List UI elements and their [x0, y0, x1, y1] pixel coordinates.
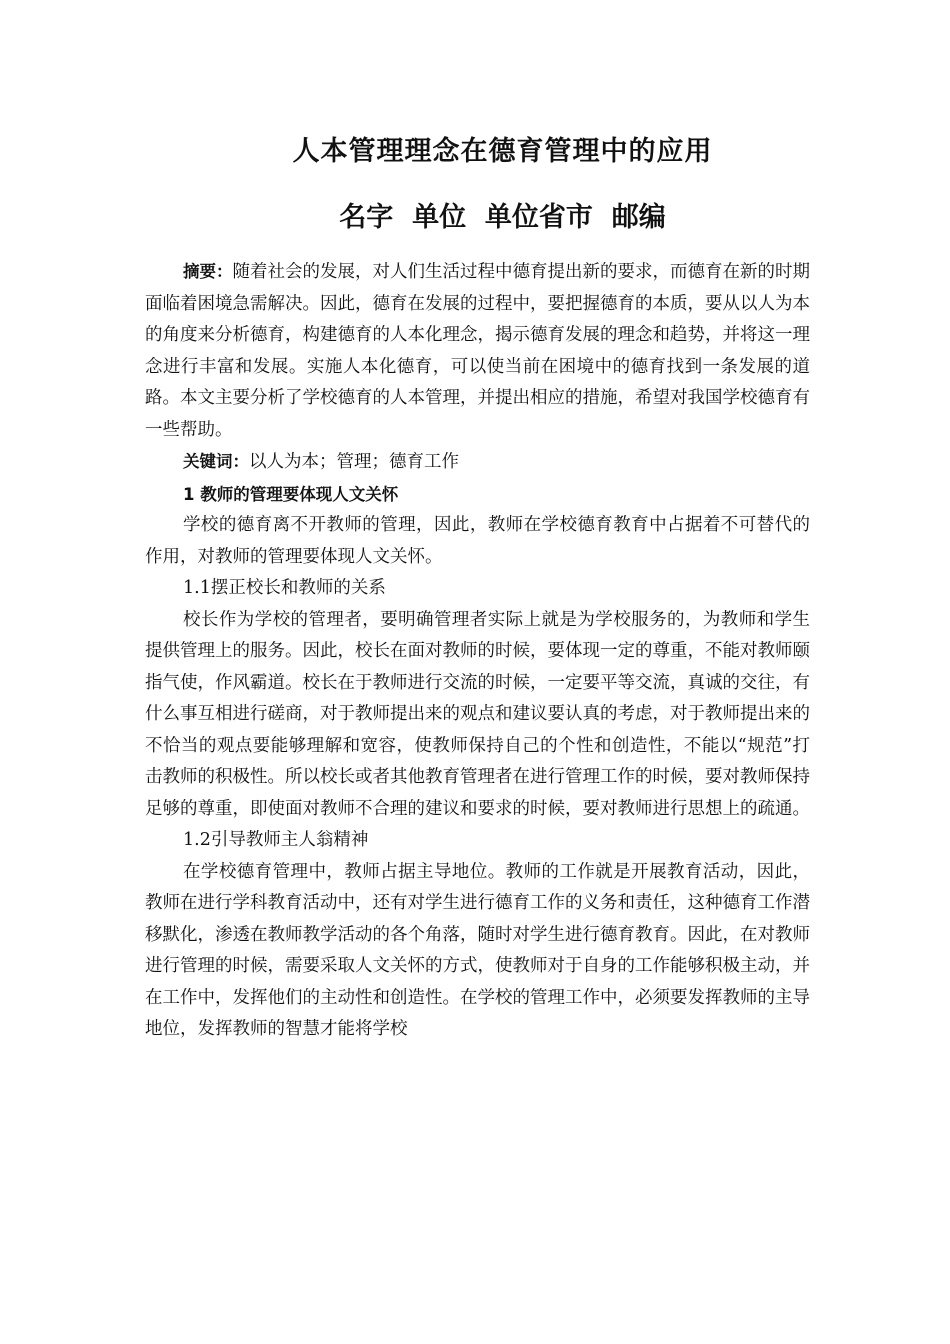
abstract-paragraph — [145, 256, 810, 446]
abstract-label: 摘要： — [183, 262, 233, 281]
section-1-heading: 1 教师的管理要体现人文关怀 — [183, 484, 399, 504]
abstract-text: 随着社会的发展，对人们生活过程中德育提出新的要求，而德育在新的时期面临着困境急需解决。因此，德育在发展的过程中，要把握德育的本质，要从以人为本的角度来分析德育，构建德育的人本化理念，揭示德育发展的理念和趋势，并将这一理念进行丰富和发展。实施人本化德育，可以使当前在困境中的德育找到一条发展的道路。本文主要分析了学校德育的人本管理，并提出相应的措施，希望对我国学校德育有一些帮助。 — [145, 262, 810, 440]
author-byline: 名字 单位 单位省市 邮编 — [339, 202, 666, 233]
document-body — [145, 256, 810, 1046]
section-1-1-heading: 1.1摆正校长和教师的关系 — [183, 578, 386, 598]
section-1-1-paragraph: 校长作为学校的管理者，要明确管理者实际上就是为学校服务的，为教师和学生提供管理上的服务。因此，校长在面对教师的时候，要体现一定的尊重，不能对教师颐指气使，作风霸道。校长在于教师进行交流的时候，一定要平等交流，真诚的交往，有什么事互相进行磋商，对于教师提出来的观点和建议要认真的考虑，对于教师提出来的不恰当的观点要能够理解和宽容，使教师保持自己的个性和创造性，不能以“规范”打击教师的积极性。所以校长或者其他教育管理者在进行管理工作的时候，要对教师保持足够的尊重，即使面对教师不合理的建议和要求的时候，要对教师进行思想上的疏通。 — [145, 609, 810, 819]
section-1-2-paragraph: 在学校德育管理中，教师占据主导地位。教师的工作就是开展教育活动，因此，教师在进行学科教育活动中，还有对学生进行德育工作的义务和责任，这种德育工作潜移默化，渗透在教师教学活动的各个角落，随时对学生进行德育教育。因此，在对教师进行管理的时候，需要采取人文关怀的方式，使教师对于自身的工作能够积极主动，并在工作中，发挥他们的主动性和创造性。在学校的管理工作中，必须要发挥教师的主导地位，发挥教师的智慧才能将学校 — [145, 861, 810, 1039]
keywords-text: 以人为本；管理；德育工作 — [249, 452, 459, 472]
document-title: 人本管理理念在德育管理中的应用 — [292, 136, 713, 167]
section-1-intro: 学校的德育离不开教师的管理，因此，教师在学校德育教育中占据着不可替代的作用，对教师的管理要体现人文关怀。 — [145, 515, 810, 567]
section-1-2-heading: 1.2引导教师主人翁精神 — [183, 830, 369, 850]
keywords-paragraph — [145, 446, 810, 479]
keywords-label: 关键词： — [183, 452, 249, 471]
